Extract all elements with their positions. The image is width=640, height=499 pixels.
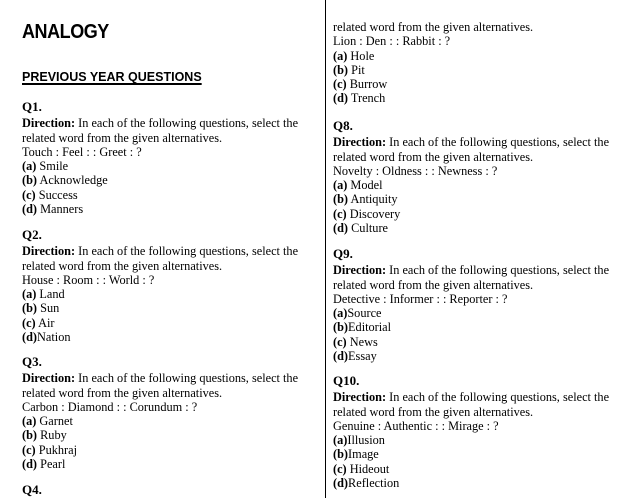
analogy-pair: Genuine : Authentic : : Mirage : ?	[333, 418, 499, 433]
option-b: (b) Ruby	[22, 428, 67, 443]
direction-label: Direction:	[22, 116, 76, 131]
question-continuation	[333, 20, 633, 106]
direction-label: Direction:	[22, 371, 76, 386]
question-block	[333, 119, 633, 235]
option-b: (b) Acknowledge	[22, 173, 108, 188]
analogy-pair: Lion : Den : : Rabbit : ?	[333, 34, 451, 49]
option-b: (b)Image	[333, 447, 379, 462]
option-c: (c) News	[333, 334, 378, 349]
question-number: Q8.	[333, 118, 353, 133]
direction-text: related word from the given alternatives.	[22, 258, 223, 273]
question-block	[333, 374, 633, 490]
direction-label: Direction:	[333, 135, 387, 150]
direction-text: related word from the given alternatives.	[333, 149, 534, 164]
option-a: (a) Model	[333, 178, 383, 193]
direction-line	[333, 135, 633, 149]
direction-text: In each of the following questions, select the	[389, 390, 610, 405]
analogy-pair: Carbon : Diamond : : Corundum : ?	[22, 399, 198, 414]
question-block	[22, 100, 318, 216]
option-b: (b) Antiquity	[333, 192, 398, 207]
direction-label: Direction:	[22, 244, 76, 259]
direction-text: In each of the following questions, select the	[389, 135, 610, 150]
column-divider	[325, 0, 326, 498]
direction-text: In each of the following questions, select the	[78, 244, 299, 259]
question-number: Q1.	[22, 99, 42, 114]
option-a: (a)Source	[333, 306, 382, 321]
option-c: (c) Success	[22, 187, 78, 202]
option-c: (c) Burrow	[333, 77, 388, 92]
page-title: ANALOGY	[22, 21, 109, 43]
analogy-pair: Detective : Informer : : Reporter : ?	[333, 291, 508, 306]
question-number: Q10.	[333, 373, 360, 388]
option-d: (d)Nation	[22, 330, 71, 345]
option-b: (b)Editorial	[333, 320, 392, 335]
section-heading: PREVIOUS YEAR QUESTIONS	[22, 70, 202, 84]
question-block	[22, 483, 318, 499]
direction-line	[22, 371, 318, 385]
option-c: (c) Air	[22, 315, 55, 330]
analogy-pair: House : Room : : World : ?	[22, 272, 155, 287]
option-c: (c) Hideout	[333, 461, 390, 476]
direction-text: related word from the given alternatives.	[333, 20, 534, 34]
direction-line	[333, 390, 633, 404]
question-block	[333, 247, 633, 363]
direction-text: related word from the given alternatives.	[22, 385, 223, 400]
direction-label: Direction:	[333, 263, 387, 278]
analogy-pair: Novelty : Oldness : : Newness : ?	[333, 163, 498, 178]
option-d: (d)Essay	[333, 349, 377, 364]
direction-text: related word from the given alternatives.	[333, 404, 534, 419]
option-a: (a) Smile	[22, 159, 69, 174]
option-d: (d) Culture	[333, 221, 388, 236]
option-a: (a) Garnet	[22, 414, 73, 429]
option-d: (d)Reflection	[333, 476, 400, 491]
option-c: (c) Discovery	[333, 206, 401, 221]
direction-line	[22, 116, 318, 130]
option-b: (b) Sun	[22, 301, 60, 316]
question-number: Q2.	[22, 227, 42, 242]
analogy-pair: Touch : Feel : : Greet : ?	[22, 144, 142, 159]
question-number: Q3.	[22, 354, 42, 369]
option-d: (d) Manners	[22, 202, 84, 217]
direction-line	[22, 244, 318, 258]
direction-text: related word from the given alternatives.	[333, 277, 534, 292]
question-block	[22, 228, 318, 344]
direction-text: In each of the following questions, select the	[389, 263, 610, 278]
question-number: Q4.	[22, 482, 42, 497]
direction-line	[333, 263, 633, 277]
option-a: (a) Hole	[333, 48, 375, 63]
option-c: (c) Pukhraj	[22, 442, 77, 457]
question-number: Q9.	[333, 246, 353, 261]
question-block	[22, 355, 318, 471]
direction-text: In each of the following questions, select the	[78, 371, 299, 386]
direction-text: In each of the following questions, select the	[78, 116, 299, 131]
direction-text: related word from the given alternatives.	[22, 130, 223, 145]
option-a: (a) Land	[22, 287, 65, 302]
option-b: (b) Pit	[333, 62, 365, 77]
option-d: (d) Trench	[333, 91, 386, 106]
option-a: (a)Illusion	[333, 433, 385, 448]
option-d: (d) Pearl	[22, 457, 66, 472]
direction-label: Direction:	[333, 390, 387, 405]
